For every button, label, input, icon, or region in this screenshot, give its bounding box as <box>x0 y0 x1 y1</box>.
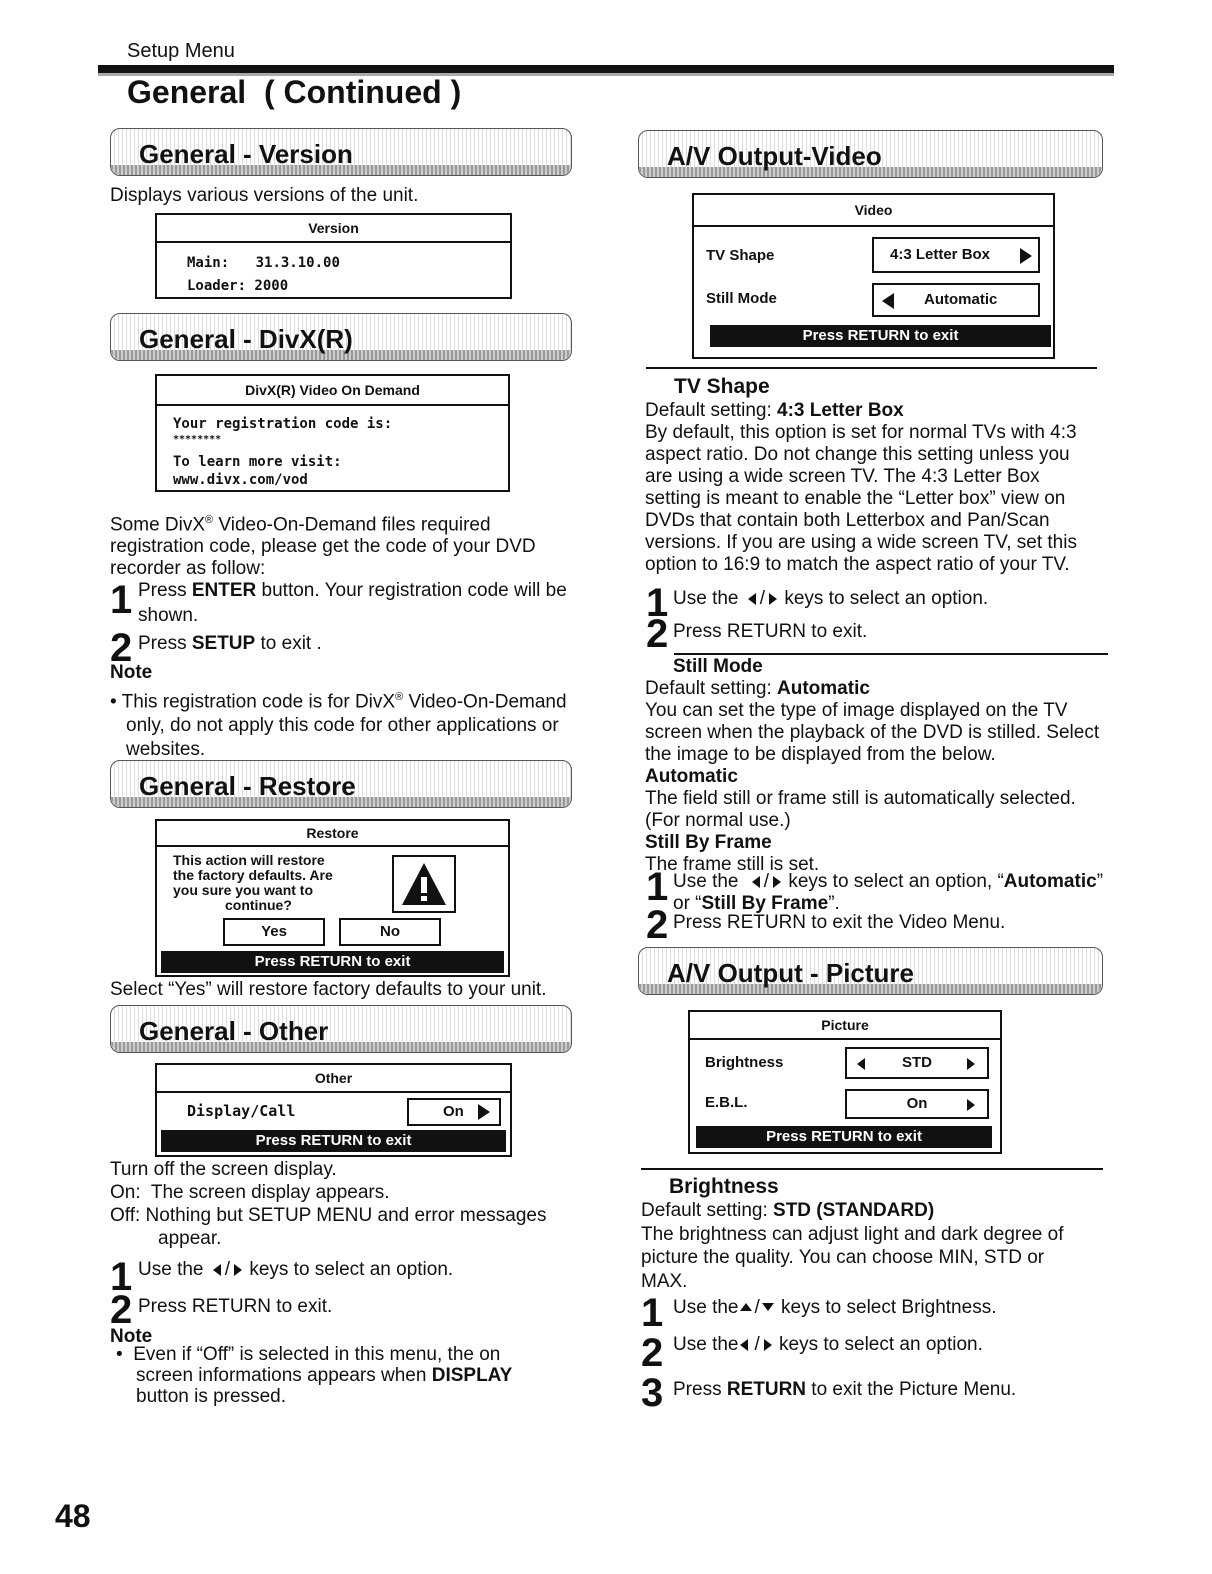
other-note <box>116 1344 596 1407</box>
divx-step1-text <box>138 580 608 627</box>
reg-code: ******** <box>173 434 222 445</box>
db: 4:3 Letter Box <box>777 400 904 421</box>
p3: MAX. <box>641 1270 688 1292</box>
msg-line2: the factory defaults. Are <box>173 867 333 883</box>
yes-button[interactable]: Yes <box>223 918 325 946</box>
page-title: General ( Continued ) <box>127 74 462 110</box>
version-menu <box>155 213 512 299</box>
left-arrow-icon <box>213 1264 221 1276</box>
divx-note-label: Note <box>110 662 153 683</box>
note-line2 <box>116 1365 596 1386</box>
n2: screen informations appears when <box>136 1365 432 1386</box>
tv-step2-number: 2 <box>646 612 669 656</box>
msg-line1: This action will restore <box>173 852 325 868</box>
p1: By default, this option is set for normal TVs with 4:3 <box>645 422 1077 443</box>
s1c: Automatic <box>1003 871 1097 892</box>
exit-bar: Press RETURN to exit <box>161 1130 506 1152</box>
s1d: shown. <box>138 605 199 626</box>
left-arrow-icon <box>748 593 756 605</box>
right-arrow-icon <box>773 876 781 888</box>
s1a: Use the <box>138 1259 209 1280</box>
page-number: 48 <box>55 1498 91 1534</box>
right-arrow-icon <box>234 1264 242 1276</box>
still-step2-number: 2 <box>646 903 669 947</box>
value-text: 4:3 Letter Box <box>890 246 991 263</box>
menu-title: Restore <box>157 821 508 847</box>
menu-title: Picture <box>690 1012 1000 1040</box>
body1: Some DivX <box>110 514 206 536</box>
db: STD (STANDARD) <box>773 1200 935 1221</box>
restore-message <box>173 853 333 913</box>
pic-step3-number: 3 <box>641 1371 664 1415</box>
main-label: Main: <box>187 255 230 271</box>
still-title: Still Mode <box>673 656 763 677</box>
auto-p2: (For normal use.) <box>645 810 791 831</box>
msg-line4: continue? <box>225 897 292 913</box>
tv-step2-text: Press RETURN to exit. <box>673 621 868 642</box>
s2b: keys to select an option. <box>773 1334 983 1355</box>
brightness-rule <box>641 1168 1103 1170</box>
p5: DVDs that contain both Letterbox and Pan/Scan <box>645 510 1050 531</box>
divx-body <box>110 509 600 580</box>
right-arrow-icon <box>967 1058 975 1070</box>
other-step2-number: 2 <box>110 1288 133 1332</box>
header-label: Setup Menu <box>127 40 235 62</box>
pic-step1-text: Use the / keys to select Brightness. <box>673 1297 997 1318</box>
s3b: RETURN <box>726 1379 807 1400</box>
tv-shape-label: TV Shape <box>706 247 775 264</box>
value-text: STD <box>902 1054 932 1071</box>
other-menu <box>155 1063 512 1157</box>
brightness-value[interactable] <box>845 1047 989 1079</box>
da: Default setting: <box>645 678 778 699</box>
main-value: 31.3.10.00 <box>255 255 340 271</box>
exit-bar: Press RETURN to exit <box>161 951 504 973</box>
divx-step2-text <box>138 633 322 655</box>
menu-title: Video <box>694 195 1053 227</box>
ebl-label: E.B.L. <box>705 1094 748 1111</box>
version-main-row <box>187 255 340 271</box>
restore-menu <box>155 819 510 977</box>
tv-shape-title: TV Shape <box>674 375 770 398</box>
p2: picture the quality. You can choose MIN, STD or <box>641 1247 1045 1268</box>
section-heading-version <box>110 128 572 176</box>
note-line3: button is pressed. <box>136 1386 286 1407</box>
p3: the image to be displayed from the below. <box>645 744 996 765</box>
s1f: Still By Frame <box>701 893 829 914</box>
heading-text: General - Version <box>139 139 353 169</box>
still-step1-number: 1 <box>646 865 669 909</box>
s1g: ”. <box>828 893 840 914</box>
s1e: or “ <box>673 893 702 914</box>
line2: On: The screen display appears. <box>110 1182 390 1203</box>
s1d: ” <box>1096 871 1104 892</box>
other-step1-number: 1 <box>110 1255 133 1299</box>
p1: You can set the type of image displayed on the TV <box>645 700 1068 721</box>
pic-step3-text <box>673 1379 1016 1401</box>
da: Default setting: <box>641 1200 774 1221</box>
auto-title: Automatic <box>645 766 738 787</box>
note-line3: websites. <box>126 739 206 761</box>
header-rule <box>98 65 1114 73</box>
line3: Off: Nothing but SETUP MENU and error messages <box>110 1205 547 1226</box>
divx-url[interactable]: www.divx.com/vod <box>173 472 308 488</box>
tv-step1-text: Use the / keys to select an option. <box>673 588 989 609</box>
left-arrow-icon <box>752 876 760 888</box>
line1: Turn off the screen display. <box>110 1159 337 1180</box>
still-step1-text: Use the / keys to select an option, “Automatic” or “Still By Frame”. <box>673 871 1104 914</box>
still-mode-value[interactable] <box>872 283 1040 317</box>
exit-bar: Press RETURN to exit <box>696 1126 992 1148</box>
other-step1-text: Use the / keys to select an option. <box>138 1259 454 1280</box>
menu-title: Version <box>157 215 510 243</box>
p1: The brightness can adjust light and dark degree of <box>641 1223 1064 1245</box>
right-arrow-icon <box>967 1099 975 1111</box>
divx-body-line2: registration code, please get the code of your DVD <box>110 536 536 558</box>
value-text: On <box>443 1103 464 1120</box>
tv-shape-body <box>645 400 1115 576</box>
s2c: to exit . <box>255 633 322 654</box>
p6: versions. If you are using a wide screen TV, set this <box>645 532 1077 553</box>
section-heading-av-picture <box>638 947 1103 995</box>
divx-step1-number: 1 <box>110 578 133 622</box>
ebl-value[interactable] <box>845 1089 989 1119</box>
heading-text: General - Restore <box>139 771 356 801</box>
s1c: button. Your registration code will be <box>256 580 567 601</box>
note-line2: only, do not apply this code for other applications or <box>126 715 559 737</box>
tv-step1-number: 1 <box>646 581 669 625</box>
s1a: Use the <box>673 1297 739 1318</box>
display-call-value[interactable] <box>407 1098 501 1126</box>
exit-bar: Press RETURN to exit <box>710 325 1051 347</box>
divx-menu <box>155 374 510 492</box>
version-intro: Displays various versions of the unit. <box>110 185 419 206</box>
reg-mark: ® <box>395 691 404 703</box>
note-line1: • Even if “Off” is selected in this menu, the on <box>116 1344 501 1365</box>
section-heading-av-video <box>638 130 1103 178</box>
n1b: Video-On-Demand <box>403 691 567 713</box>
tv-shape-rule <box>646 367 1097 369</box>
s1b: keys to select an option, “ <box>783 871 1004 892</box>
p3: are using a wide screen TV. The 4:3 Letter Box <box>645 466 1040 487</box>
note-line1: • This registration code is for DivX® Video-On-Demand <box>110 691 567 713</box>
s1b: keys to select Brightness. <box>775 1297 997 1318</box>
frame-title: Still By Frame <box>645 832 772 853</box>
line4: appear. <box>158 1228 222 1249</box>
warning-icon <box>392 855 456 913</box>
section-heading-divx <box>110 313 572 361</box>
default-line <box>645 400 1115 422</box>
other-step2-text: Press RETURN to exit. <box>138 1296 333 1317</box>
msg-line3: you sure you want to <box>173 882 314 898</box>
heading-text: A/V Output - Picture <box>667 958 914 988</box>
da: Default setting: <box>645 400 778 421</box>
right-arrow-icon <box>478 1104 490 1120</box>
default-line <box>645 678 1135 700</box>
divx-note <box>110 686 610 761</box>
right-arrow-icon <box>769 593 777 605</box>
p4: setting is meant to enable the “Letter box” view on <box>645 488 1066 509</box>
brightness-title: Brightness <box>669 1175 779 1198</box>
divx-body-line3: recorder as follow: <box>110 558 266 580</box>
left-arrow-icon <box>882 293 894 309</box>
frame-p1: The frame still is set. <box>645 854 820 875</box>
no-button[interactable]: No <box>339 918 441 946</box>
p2: screen when the playback of the DVD is stilled. Select <box>645 722 1100 743</box>
s1b: ENTER <box>191 580 257 601</box>
still-mode-rule <box>674 653 1108 655</box>
s2a: Press <box>138 633 192 654</box>
s1a: Press <box>138 580 192 601</box>
down-arrow-icon <box>762 1303 774 1311</box>
p7: option to 16:9 to match the aspect ratio of your TV. <box>645 554 1070 575</box>
s1a: Use the <box>673 588 744 609</box>
warning-triangle <box>394 857 454 911</box>
pic-step1-number: 1 <box>641 1291 664 1335</box>
s1b: keys to select an option. <box>779 588 989 609</box>
brightness-body <box>641 1199 1111 1293</box>
divx-step2-number: 2 <box>110 626 133 670</box>
reg-label: Your registration code is: <box>173 416 393 432</box>
display-call-label: Display/Call <box>187 1102 296 1120</box>
reg-mark: ® <box>205 514 214 526</box>
n1a: This registration code is for DivX <box>121 691 396 713</box>
body1b: Video-On-Demand files required <box>213 514 491 536</box>
s3c: to exit the Picture Menu. <box>806 1379 1017 1400</box>
section-heading-other <box>110 1005 572 1053</box>
s2a: Use the <box>673 1334 739 1355</box>
right-arrow-icon <box>764 1339 772 1351</box>
pic-step2-number: 2 <box>641 1331 664 1375</box>
loader-row: Loader: 2000 <box>187 278 289 294</box>
heading-text: General - Other <box>139 1016 329 1046</box>
pic-step2-text: Use the / keys to select an option. <box>673 1334 983 1355</box>
auto-p1: The field still or frame still is automatically selected. <box>645 788 1076 809</box>
divx-body-line1 <box>110 509 600 536</box>
restore-caption: Select “Yes” will restore factory defaults to your unit. <box>110 979 547 1000</box>
other-body <box>110 1158 610 1250</box>
heading-text: A/V Output-Video <box>667 141 882 171</box>
s1b: keys to select an option. <box>244 1259 454 1280</box>
right-arrow-icon <box>1020 248 1032 264</box>
menu-title: DivX(R) Video On Demand <box>157 376 508 406</box>
tv-shape-value[interactable] <box>872 237 1040 273</box>
n1: Even if “Off” is selected in this menu, the on <box>133 1344 501 1365</box>
brightness-label: Brightness <box>705 1054 784 1071</box>
db: Automatic <box>777 678 870 699</box>
still-mode-body <box>645 656 1135 876</box>
s2b: SETUP <box>191 633 256 654</box>
other-note-label: Note <box>110 1326 153 1347</box>
still-mode-label: Still Mode <box>706 290 777 307</box>
s3a: Press <box>673 1379 727 1400</box>
up-arrow-icon <box>740 1303 752 1311</box>
video-menu <box>692 193 1055 359</box>
section-heading-restore <box>110 760 572 808</box>
value-text: On <box>906 1095 928 1112</box>
left-arrow-icon <box>857 1058 865 1070</box>
heading-text: General - DivX(R) <box>139 324 353 354</box>
n2b: DISPLAY <box>431 1365 513 1386</box>
value-text: Automatic <box>924 291 998 308</box>
picture-menu <box>688 1010 1002 1154</box>
still-step2-text: Press RETURN to exit the Video Menu. <box>673 912 1006 933</box>
default-line <box>641 1199 1111 1223</box>
learn-label: To learn more visit: <box>173 454 342 470</box>
p2: aspect ratio. Do not change this setting unless you <box>645 444 1070 465</box>
menu-title: Other <box>157 1065 510 1093</box>
s1a: Use the <box>673 871 744 892</box>
left-arrow-icon <box>740 1339 748 1351</box>
